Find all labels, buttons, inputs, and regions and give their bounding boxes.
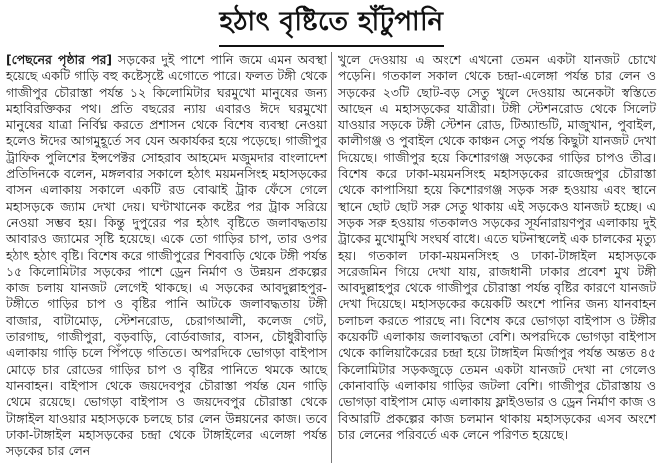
headline: হঠাৎ বৃষ্টিতে হাঁটুপানি: [219, 7, 444, 37]
headline-underline: [219, 3, 443, 47]
headline-area: [0, 2, 663, 48]
continuation-tag: [পেছনের পৃষ্ঠার পর]: [6, 52, 113, 67]
article-body: [4, 52, 659, 463]
left-column: [4, 52, 331, 463]
right-column: [331, 52, 658, 463]
right-column-text: খুলে দেওয়ায় এ অংশে এখনো তেমন একটা যানজট চোখে পড়েনি। গতকাল সকাল থেকে চন্দ্রা-এলেঙ্গা পর্যন্ত চার লেন ও সড়কের ২৩টি ছোট-বড় সেতু খুলে দেওয়ায় অনেকটা স্বস্তিতে আছেন এ মহাসড়কের যাত্রীরা। টঙ্গী স্টেশনরোড থেকে সিলেট যাওয়ার সড়কে টঙ্গী স্টেশন রোড, টিঅ্যান্ডটি, মাজুখান, পুবাইল, কালীগঞ্জ ও পুবাইল থেকে কাঞ্চন সেতু পর্যন্ত কিছুটা যানজট দেখা দিয়েছে। গাজীপুর হয়ে কিশোরগঞ্জ সড়কের গাড়ির চাপও তীব্র। বিশেষ করে ঢাকা-ময়মনসিংহ মহাসড়কের রাজেন্দ্রপুর চৌরাস্তা থেকে কাপাসিয়া হয়ে কিশোরগঞ্জ সড়ক সরু হওয়ায় এবং স্থানে স্থানে ছোট ছোট সরু সেতু থাকায় এই সড়কেও যানজট হচ্ছে। এ সড়ক সরু হওয়ায় গতকালও সড়কের সূর্যনারায়ণপুর এলাকায় দুই ট্রাকের মুখোমুখি সংঘর্ষ বাধে। এতে ঘটনাস্থলেই এক চালকের মৃত্যু হয়। গতকাল ঢাকা-ময়মনসিংহ ও ঢাকা-টাঙ্গাইল মহাসড়কে সরেজমিন গিয়ে দেখা যায়, রাজধানী ঢাকার প্রবেশ মুখ টঙ্গী আবদুল্লাহপুর থেকে গাজীপুর চৌরাস্তা পর্যন্ত বৃষ্টির কারণে যানজট দেখা দিয়েছে। মহাসড়কের কয়েকটি অংশে পানির জন্য যানবাহন চলাচল করতে পারছে না। বিশেষ করে ভোগড়া বাইপাস ও টঙ্গীর কয়েকটি এলাকায় জলাবদ্ধতা বেশি। অপরদিকে ভোগড়া বাইপাস থেকে কালিয়াকৈরের চন্দ্রা হয়ে টাঙ্গাইল মির্জাপুর পর্যন্ত অন্তত ৪৫ কিলোমিটার সড়কজুড়ে তেমন একটা যানজট দেখা না গেলেও কোনাবাড়ি এলাকায় গাড়ির জটলা বেশি। গাজীপুর চৌরাস্তায় ও ভোগড়া বাইপাস মোড় এলাকায় ফ্লাইওভার ও ড্রেন নির্মাণ কাজ ও বিআরটি প্রকল্পের কাজ চলমান থাকায় মহাসড়কের এসব অংশে চার লেনের পরিবর্তে এক লেনে পরিণত হয়েছে।: [338, 52, 656, 442]
left-column-text: সড়কের দুই পাশে পানি জমে এমন অবস্থা হয়েছে একটি গাড়ি বহু কষ্টেসৃষ্টে এগোতে পারে। ফলত টঙ্গী থেকে গাজীপুর চৌরাস্তা পর্যন্ত ১২ কিলোমিটার ঘরমুখো মানুষের জন্য মহাবিরক্তিকর পথ। প্রতি বছরের ন্যায় এবারও ঈদে ঘরমুখো মানুষের যাত্রা নির্বিঘ্ন করতে প্রশাসন থেকে বিশেষ ব্যবস্থা নেওয়া হলেও ঈদের আগমুহূর্তে সব যেন অকার্যকর হয়ে পড়েছে। গাজীপুর ট্রাফিক পুলিশের ইন্সপেক্টর সোহরাব আহমেদ মজুমদার বাংলাদেশ প্রতিদিনকে বলেন, মঙ্গলবার সকালে হঠাৎ ময়মনসিংহ মহাসড়কের বাসন এলাকায় সকালে একটি রড বোঝাই ট্রাক ফেঁসে গেলে মহাসড়কে জ্যাম দেখা দেয়। ঘণ্টাখানেক কষ্টের পর ট্রাক সরিয়ে নেওয়া সম্ভব হয়। কিন্তু দুপুরের পর হঠাৎ বৃষ্টিতে জলাবদ্ধতায় আবারও জ্যামের সৃষ্টি হয়েছে। একে তো গাড়ির চাপ, তার ওপর হঠাৎ হঠাৎ বৃষ্টি। বিশেষ করে গাজীপুরের শিববাড়ি থেকে টঙ্গী পর্যন্ত ১৫ কিলোমিটার সড়কের পাশে ড্রেন নির্মাণ ও উন্নয়ন প্রকল্পের কাজ চলায় যানজট লেগেই থাকছে। এ সড়কের আবদুল্লাহপুর-টঙ্গীতে গাড়ির চাপ ও বৃষ্টির পানি আটকে জলাবদ্ধতায় টঙ্গী বাজার, বাটামোড়, স্টেশনরোড, চেরাগআলী, কলেজ গেট, তারগাছ, গাজীপুরা, বড়বাড়ি, বোর্ডবাজার, বাসন, চৌধুরীবাড়ি এলাকায় গাড়ি চলে পিঁপড়ে গতিতে। অপরদিকে ভোগড়া বাইপাস মোড়ে চার রোডের গাড়ির চাপ ও বৃষ্টির পানিতে থমকে আছে যানবাহন। বাইপাস থেকে জয়দেবপুর চৌরাস্তা পর্যন্ত যেন গাড়ি থেমে রয়েছে। ভোগড়া বাইপাস ও জয়দেবপুর চৌরাস্তা থেকে টাঙ্গাইল যাওয়ার মহাসড়কে চলছে চার লেন উন্নয়নের কাজ। তবে ঢাকা-টাঙ্গাইল মহাসড়কের চন্দ্রা থেকে টাঙ্গাইলের এলেঙ্গা পর্যন্ত সড়কের চার লেন: [6, 52, 327, 459]
